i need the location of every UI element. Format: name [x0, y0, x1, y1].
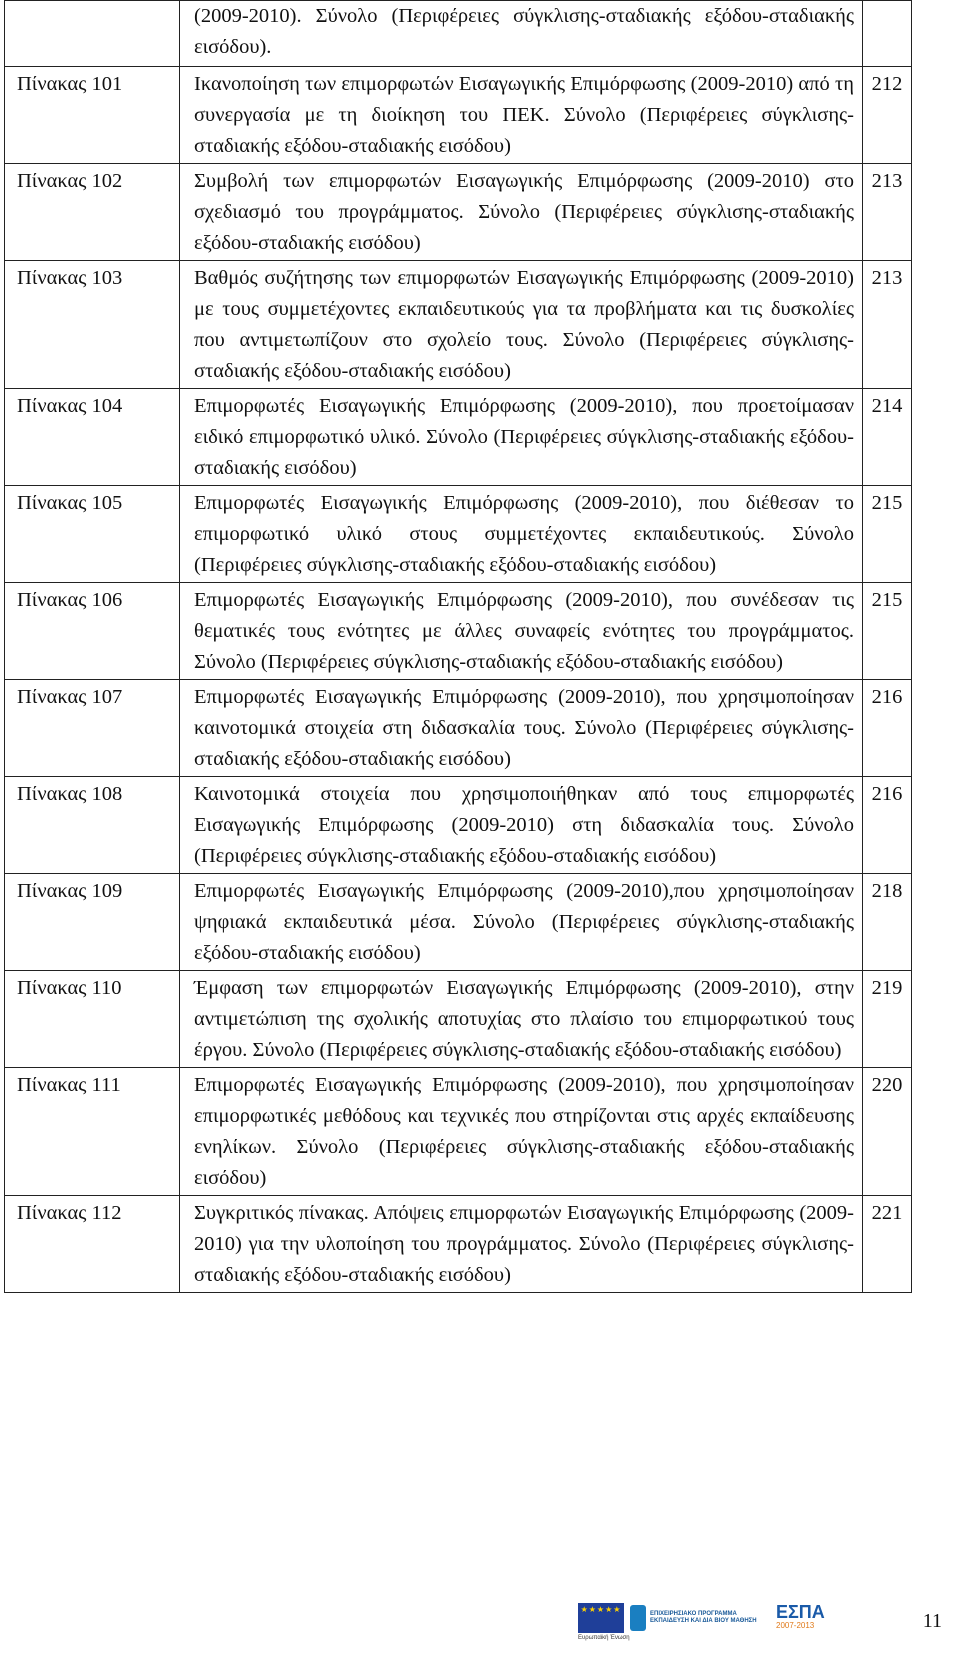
table-row — [5, 164, 912, 261]
page-number: 11 — [922, 1610, 942, 1632]
table-row — [5, 583, 912, 680]
eu-flag-logo — [578, 1603, 630, 1641]
table-number: Πίνακας 111 — [5, 1068, 180, 1196]
table-number: Πίνακας 109 — [5, 874, 180, 971]
toc-table — [4, 0, 912, 1293]
table-title: Έμφαση των επιμορφωτών Εισαγωγικής Επιμόρφωσης (2009-2010), στην αντιμετώπιση της σχολικής αποτυχίας στο πλαίσιο του επιμορφωτικού τους έργου. Σύνολο (Περιφέρειες σύγκλισης-σταδιακής εξόδου-σταδιακής εισόδου) — [180, 971, 863, 1068]
table-title: Καινοτομικά στοιχεία που χρησιμοποιήθηκαν από τους επιμορφωτές Εισαγωγικής Επιμόρφωσης (2009-2010) στη διδασκαλία τους. Σύνολο (Περιφέρειες σύγκλισης-σταδιακής εξόδου-σταδιακής εισόδου) — [180, 777, 863, 874]
page-ref: 212 — [863, 67, 912, 164]
page-ref: 221 — [863, 1196, 912, 1293]
eu-stars-icon: ★★★★★ — [580, 1605, 622, 1614]
table-number: Πίνακας 103 — [5, 261, 180, 389]
epe-mark-icon — [630, 1605, 646, 1631]
table-title: Επιμορφωτές Εισαγωγικής Επιμόρφωσης (2009-2010), που συνέδεσαν τις θεματικές τους ενότητες με άλλες συναφείς ενότητες του προγράμματος. Σύνολο (Περιφέρειες σύγκλισης-σταδιακής εξόδου-σταδιακής εισόδου) — [180, 583, 863, 680]
table-row — [5, 874, 912, 971]
table-row — [5, 1068, 912, 1196]
table-number: Πίνακας 104 — [5, 389, 180, 486]
table-row — [5, 1, 912, 67]
table-number: Πίνακας 107 — [5, 680, 180, 777]
table-number: Πίνακας 102 — [5, 164, 180, 261]
page-ref: 216 — [863, 680, 912, 777]
page-ref: 215 — [863, 486, 912, 583]
epe-program-logo — [630, 1603, 770, 1633]
table-title: Επιμορφωτές Εισαγωγικής Επιμόρφωσης (2009-2010), που χρησιμοποίησαν επιμορφωτικές μεθόδους και τεχνικές που στηρίζονται στις αρχές εκπαίδευσης ενηλίκων. Σύνολο (Περιφέρειες σύγκλισης-σταδιακής εξόδου-σταδιακής εισόδου) — [180, 1068, 863, 1196]
footer-logos — [578, 1603, 854, 1653]
table-row — [5, 486, 912, 583]
eu-logo-caption: Ευρωπαϊκή Ένωση — [578, 1635, 630, 1641]
table-number: Πίνακας 110 — [5, 971, 180, 1068]
table-title: Συγκριτικός πίνακας. Απόψεις επιμορφωτών Εισαγωγικής Επιμόρφωσης (2009-2010) για την υλοποίηση του προγράμματος. Σύνολο (Περιφέρειες σύγκλισης-σταδιακής εξόδου-σταδιακής εισόδου) — [180, 1196, 863, 1293]
table-title: Συμβολή των επιμορφωτών Εισαγωγικής Επιμόρφωσης (2009-2010) στο σχεδιασμό του προγράμματος. Σύνολο (Περιφέρειες σύγκλισης-σταδιακής εξόδου-σταδιακής εισόδου) — [180, 164, 863, 261]
espa-logo-text: ΕΣΠΑ — [776, 1602, 825, 1622]
page-ref: 219 — [863, 971, 912, 1068]
page-ref: 220 — [863, 1068, 912, 1196]
espa-logo-years: 2007-2013 — [776, 1621, 815, 1630]
page-ref: 218 — [863, 874, 912, 971]
table-number: Πίνακας 108 — [5, 777, 180, 874]
table-row — [5, 67, 912, 164]
page-ref — [863, 1, 912, 67]
table-title: Ικανοποίηση των επιμορφωτών Εισαγωγικής Επιμόρφωσης (2009-2010) από τη συνεργασία με τη διοίκηση του ΠΕΚ. Σύνολο (Περιφέρειες σύγκλισης-σταδιακής εξόδου-σταδιακής εισόδου) — [180, 67, 863, 164]
table-title: Βαθμός συζήτησης των επιμορφωτών Εισαγωγικής Επιμόρφωσης (2009-2010) με τους συμμετέχοντες εκπαιδευτικούς για τα προβλήματα και τις δυσκολίες που αντιμετωπίζουν στο σχολείο τους. Σύνολο (Περιφέρειες σύγκλισης-σταδιακής εξόδου-σταδιακής εισόδου) — [180, 261, 863, 389]
table-row — [5, 389, 912, 486]
espa-logo — [776, 1603, 846, 1633]
table-title: Επιμορφωτές Εισαγωγικής Επιμόρφωσης (2009-2010),που χρησιμοποίησαν ψηφιακά εκπαιδευτικά μέσα. Σύνολο (Περιφέρειες σύγκλισης-σταδιακής εξόδου-σταδιακής εισόδου) — [180, 874, 863, 971]
epe-logo-text: ΕΠΙΧΕΙΡΗΣΙΑΚΟ ΠΡΟΓΡΑΜΜΑ ΕΚΠΑΙΔΕΥΣΗ ΚΑΙ ΔΙΑ ΒΙΟΥ ΜΑΘΗΣΗ — [649, 1611, 757, 1624]
table-number: Πίνακας 101 — [5, 67, 180, 164]
page-ref: 214 — [863, 389, 912, 486]
table-row — [5, 1196, 912, 1293]
table-number: Πίνακας 106 — [5, 583, 180, 680]
page-ref: 216 — [863, 777, 912, 874]
page-ref: 213 — [863, 164, 912, 261]
page-ref: 215 — [863, 583, 912, 680]
table-title: Επιμορφωτές Εισαγωγικής Επιμόρφωσης (2009-2010), που προετοίμασαν ειδικό επιμορφωτικό υλικό. Σύνολο (Περιφέρειες σύγκλισης-σταδιακής εξόδου-σταδιακής εισόδου) — [180, 389, 863, 486]
table-row — [5, 680, 912, 777]
table-title: (2009-2010). Σύνολο (Περιφέρειες σύγκλισης-σταδιακής εξόδου-σταδιακής εισόδου). — [180, 1, 863, 67]
table-number — [5, 1, 180, 67]
table-row — [5, 777, 912, 874]
table-number: Πίνακας 112 — [5, 1196, 180, 1293]
table-number: Πίνακας 105 — [5, 486, 180, 583]
table-row — [5, 261, 912, 389]
table-title: Επιμορφωτές Εισαγωγικής Επιμόρφωσης (2009-2010), που διέθεσαν το επιμορφωτικό υλικό στους συμμετέχοντες εκπαιδευτικούς. Σύνολο (Περιφέρειες σύγκλισης-σταδιακής εξόδου-σταδιακής εισόδου) — [180, 486, 863, 583]
table-title: Επιμορφωτές Εισαγωγικής Επιμόρφωσης (2009-2010), που χρησιμοποίησαν καινοτομικά στοιχεία στη διδασκαλία τους. Σύνολο (Περιφέρειες σύγκλισης-σταδιακής εξόδου-σταδιακής εισόδου) — [180, 680, 863, 777]
page-ref: 213 — [863, 261, 912, 389]
table-row — [5, 971, 912, 1068]
